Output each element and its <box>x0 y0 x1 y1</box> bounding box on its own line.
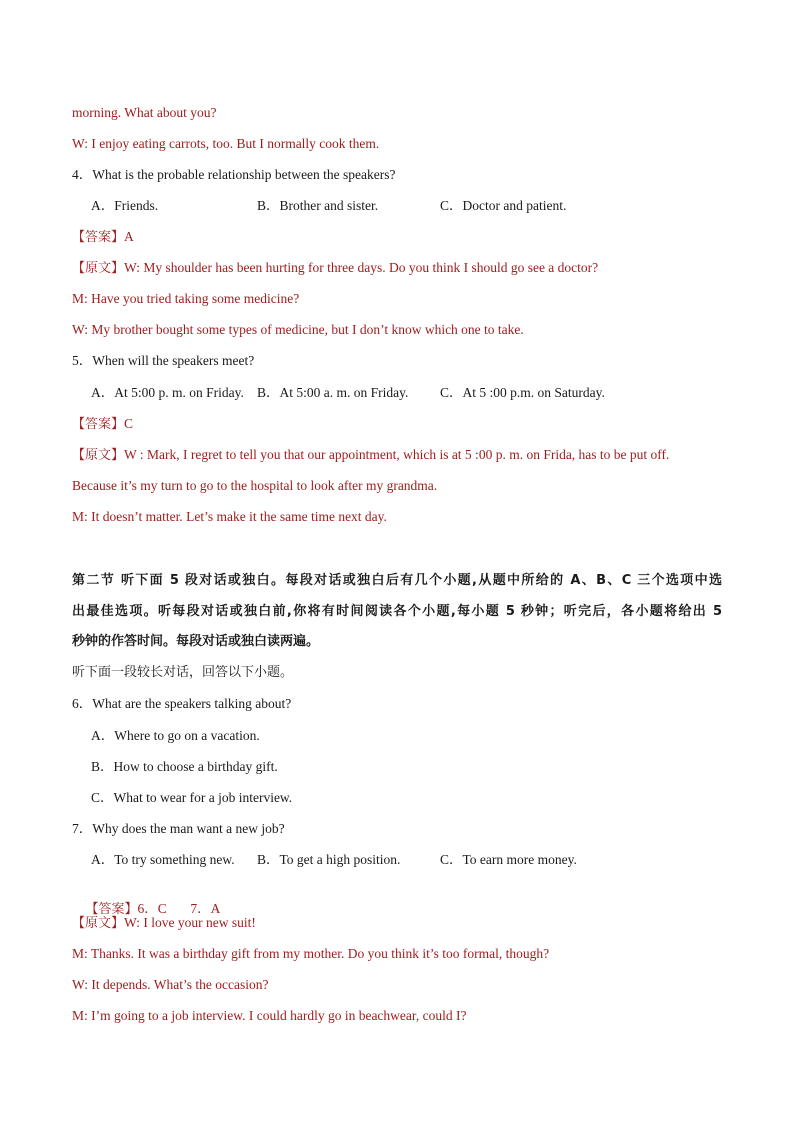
transcript-text: W: My shoulder has been hurting for three days. Do you think I should go see a doctor? <box>124 260 599 275</box>
q7-option-c: C．To earn more money. <box>440 852 577 867</box>
q4-answer <box>72 228 722 247</box>
answer-value: 6．C 7．A <box>137 901 221 916</box>
q4-option-a: A．Friends. <box>91 198 159 213</box>
q4-transcript <box>72 259 722 278</box>
transcript-line: morning. What about you? <box>72 105 217 120</box>
transcript-tag: 【原文】 <box>72 448 125 463</box>
q7-option-a: A．To try something new. <box>91 852 235 867</box>
question-7: 7．Why does the man want a new job? <box>72 821 285 836</box>
answer-tag: 【答案】 <box>72 417 125 432</box>
q5-option-b: B．At 5:00 a. m. on Friday. <box>257 385 409 400</box>
q7-option-b: B．To get a high position. <box>257 852 401 867</box>
q6-option-c: C．What to wear for a job interview. <box>91 790 293 805</box>
transcript-text: W: I love your new suit! <box>124 915 256 930</box>
q4-option-b: B．Brother and sister. <box>257 198 379 213</box>
q5-answer <box>72 415 722 434</box>
q6-option-a: A．Where to go on a vacation. <box>91 728 260 743</box>
q4-option-c: C．Doctor and patient. <box>440 198 567 213</box>
answer-tag: 【答案】 <box>85 902 138 917</box>
q67-transcript <box>72 914 722 933</box>
transcript-line: M: It doesn’t matter. Let’s make it the same time next day. <box>72 509 387 524</box>
transcript-line: W: It depends. What’s the occasion? <box>72 977 269 992</box>
q5-transcript <box>72 446 722 465</box>
q6-option-b: B．How to choose a birthday gift. <box>91 759 278 774</box>
transcript-text: W : Mark, I regret to tell you that our appointment, which is at 5 :00 p. m. on Frida, has to be put off. <box>124 447 670 462</box>
transcript-line: W: I enjoy eating carrots, too. But I normally cook them. <box>72 136 380 151</box>
transcript-line: Because it’s my turn to go to the hospital to look after my grandma. <box>72 478 438 493</box>
section-2-instructions: 秒钟的作答时间。每段对话或独白读两遍。 <box>72 634 320 649</box>
transcript-line: M: Have you tried taking some medicine? <box>72 291 300 306</box>
answer-value: C <box>124 416 134 431</box>
transcript-line: W: My brother bought some types of medicine, but I don’t know which one to take. <box>72 322 524 337</box>
question-4: 4．What is the probable relationship between the speakers? <box>72 167 396 182</box>
answer-value: A <box>124 229 134 244</box>
transcript-tag: 【原文】 <box>72 261 125 276</box>
transcript-tag: 【原文】 <box>72 916 125 931</box>
transcript-line: M: I’m going to a job interview. I could hardly go in beachwear, could I? <box>72 1008 467 1023</box>
transcript-line: M: Thanks. It was a birthday gift from my mother. Do you think it’s too formal, though? <box>72 946 550 961</box>
question-5: 5．When will the speakers meet? <box>72 353 255 368</box>
section-2-intro: 听下面一段较长对话，回答以下小题。 <box>72 665 294 680</box>
q5-option-c: C．At 5 :00 p.m. on Saturday. <box>440 385 605 400</box>
q5-option-a: A．At 5:00 p. m. on Friday. <box>91 385 244 400</box>
question-6: 6．What are the speakers talking about? <box>72 696 292 711</box>
answer-tag: 【答案】 <box>72 230 125 245</box>
section-2-instructions: 第二节 听下面 5 段对话或独白。每段对话或独白后有几个小题,从题中所给的 A、B、C 三个选项中选 <box>72 573 722 588</box>
section-2-instructions: 出最佳选项。听每段对话或独白前,你将有时间阅读各个小题,每小题 5 秒钟；听完后，各小题将给出 5 <box>72 604 722 619</box>
